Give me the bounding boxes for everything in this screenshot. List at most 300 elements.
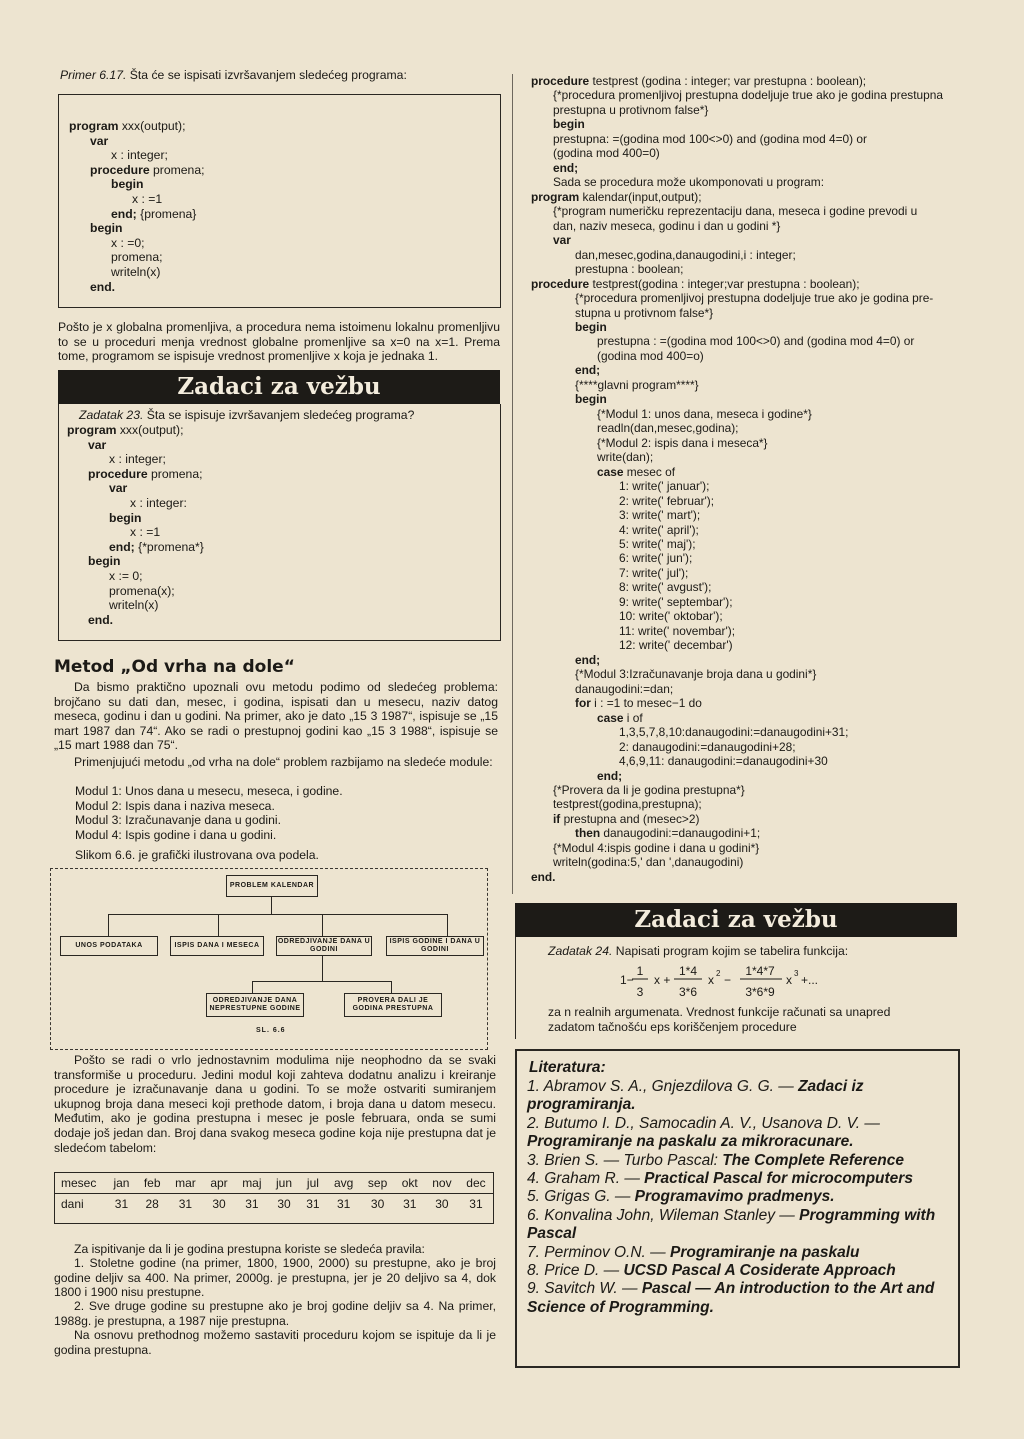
code-line bbox=[531, 797, 943, 811]
code-line bbox=[531, 306, 943, 320]
primer-label: Primer 6.17. bbox=[60, 68, 127, 82]
code-text: prestupna : =(godina mod 100<>0) and (godina mod 4=0) or bbox=[597, 334, 915, 349]
table-cell: 31 bbox=[114, 1197, 129, 1211]
code-text: prestupna and (mesec>2) bbox=[560, 811, 700, 826]
code-line bbox=[67, 438, 204, 453]
chart-line bbox=[322, 955, 323, 981]
code-text: testprest(godina : integer;var prestupna : boolean); bbox=[589, 276, 860, 291]
code-line bbox=[67, 467, 204, 482]
table-header-cell: mesec bbox=[61, 1176, 97, 1190]
paragraph-conclusion: Na osnovu prethodnog možemo sastaviti proceduru kojom se ispituje da li je godina prestupna. bbox=[54, 1328, 496, 1357]
code-text: x := 0; bbox=[109, 568, 143, 583]
code-keyword: end; bbox=[597, 768, 623, 783]
code-text: testprest (godina : integer; var prestupna : boolean); bbox=[589, 74, 867, 88]
code-line bbox=[531, 262, 943, 276]
literature-title-text: Practical Pascal for microcomputers bbox=[644, 1170, 913, 1188]
code-text: danaugodini:=dan; bbox=[575, 681, 674, 696]
literature-title-text: Pascal — An introduction to the Art and Science of Programming. bbox=[527, 1280, 935, 1316]
code-line bbox=[531, 465, 943, 479]
chart-line bbox=[252, 981, 253, 993]
table-header-cell: apr bbox=[210, 1176, 228, 1190]
code-line bbox=[531, 826, 943, 840]
code-keyword: begin bbox=[88, 554, 121, 569]
code-text: x : =1 bbox=[130, 525, 161, 540]
code-keyword: case bbox=[597, 710, 624, 725]
code-keyword: procedure bbox=[531, 276, 590, 291]
exercises-banner-right: Zadaci za vežbu bbox=[515, 903, 957, 937]
code-line bbox=[67, 481, 204, 496]
chart-line bbox=[252, 981, 392, 982]
code-keyword: begin bbox=[575, 319, 607, 334]
code-text: Sada se procedura može ukomponovati u program: bbox=[553, 175, 824, 190]
literature-author: 6. Konvalina John, Wileman Stanley — bbox=[527, 1206, 800, 1224]
days-table-frame bbox=[54, 1172, 494, 1224]
code-line bbox=[531, 624, 943, 638]
code-line bbox=[67, 540, 204, 555]
code-line bbox=[67, 569, 204, 584]
module-item: Modul 2: Ispis dana i naziva meseca. bbox=[75, 798, 275, 813]
code-line bbox=[531, 233, 943, 247]
code-keyword: begin bbox=[109, 510, 142, 525]
table-header-cell: okt bbox=[401, 1176, 418, 1190]
zadatak-24-text: Napisati program kojim se tabelira funkcija: bbox=[615, 944, 849, 958]
literature-title-text: Programming with Pascal bbox=[527, 1206, 936, 1243]
code-line bbox=[531, 407, 943, 421]
table-cell: 28 bbox=[145, 1197, 159, 1211]
code-text: x : integer; bbox=[109, 452, 166, 467]
code-text: mesec of bbox=[623, 464, 675, 479]
code-keyword: case bbox=[597, 464, 624, 479]
code-line bbox=[531, 117, 943, 131]
literature-author: 1. Abramov S. A., Gnjezdilova G. G. — bbox=[527, 1078, 799, 1095]
code-text: {promena} bbox=[136, 206, 197, 221]
table-cell: 30 bbox=[212, 1197, 226, 1211]
table-header-cell: jan bbox=[113, 1176, 130, 1190]
code-keyword: begin bbox=[575, 392, 607, 407]
code-text: 4,6,9,11: danaugodini:=danaugodini+30 bbox=[619, 754, 828, 769]
chart-sub-2-box: PROVERA DALI JE GODINA PRESTUPNA bbox=[344, 993, 442, 1017]
table-header-cell: nov bbox=[432, 1176, 452, 1190]
module-list bbox=[75, 784, 495, 842]
chart-line bbox=[108, 914, 109, 936]
code-text: {*procedura promenljivoj prestupna dodeljuje true ako je godina pre- bbox=[575, 291, 934, 306]
code-line bbox=[531, 740, 943, 754]
code-text: {*Modul 3:Izračunavanje broja dana u godini*} bbox=[575, 667, 817, 682]
code-text: 1: write(' januar'); bbox=[619, 479, 710, 494]
table-cell: 30 bbox=[435, 1197, 449, 1211]
code-text: {*Modul 1: unos dana, meseca i godine*} bbox=[597, 406, 812, 421]
code-line bbox=[531, 508, 943, 522]
code-text: writeln(godina:5,' dan ',danaugodini) bbox=[553, 855, 744, 870]
exercises-banner-left: Zadaci za vežbu bbox=[58, 370, 500, 404]
literature-item bbox=[527, 1207, 949, 1244]
table-header-cell: jul bbox=[306, 1176, 319, 1190]
svg-text:3: 3 bbox=[794, 969, 799, 978]
code-line bbox=[531, 769, 943, 783]
code-line bbox=[531, 291, 943, 305]
code-text: testprest(godina,prestupna); bbox=[553, 797, 702, 812]
code-line bbox=[531, 754, 943, 768]
literature-title-text: Zadaci iz programiranja. bbox=[527, 1078, 864, 1114]
zadatak-23-line bbox=[79, 408, 499, 423]
code-box-1 bbox=[58, 94, 501, 308]
svg-text:x: x bbox=[708, 973, 714, 987]
svg-text:1−: 1− bbox=[620, 973, 634, 987]
code-text: 7: write(' jul'); bbox=[619, 565, 689, 580]
literature-item bbox=[527, 1262, 949, 1280]
code-listing-calendar bbox=[531, 74, 943, 884]
literature-author: 7. Perminov O.N. — bbox=[527, 1243, 670, 1261]
code-keyword: var bbox=[553, 233, 571, 248]
svg-text:−: − bbox=[724, 973, 732, 987]
code-line bbox=[531, 103, 943, 117]
code-line bbox=[67, 584, 204, 599]
days-per-month-table bbox=[55, 1173, 493, 1214]
paragraph-modules-intro: Primenjujući metodu „od vrha na dole“ problem razbijamo na sledeće module: bbox=[74, 755, 493, 769]
code-text: 10: write(' oktobar'); bbox=[619, 609, 723, 624]
code-line bbox=[69, 280, 204, 295]
literature-title: Literatura: bbox=[529, 1059, 606, 1076]
code-line bbox=[69, 250, 204, 265]
code-line bbox=[531, 88, 943, 102]
code-line bbox=[531, 363, 943, 377]
code-keyword: end; bbox=[109, 539, 135, 554]
literature-item bbox=[527, 1244, 949, 1262]
code-text: x : integer: bbox=[130, 495, 187, 510]
code-keyword: end; bbox=[575, 652, 601, 667]
literature-item bbox=[527, 1078, 949, 1115]
literature-author: 9. Savitch W. — bbox=[527, 1280, 642, 1298]
table-header-cell: mar bbox=[175, 1176, 196, 1190]
zadatak-24-label: Zadatak 24. bbox=[548, 944, 613, 958]
literature-title-text: The Complete Reference bbox=[722, 1151, 905, 1169]
chart-module-3-box: ODREDJIVANJE DANA U GODINI bbox=[276, 936, 372, 956]
code-line bbox=[69, 265, 204, 280]
code-text: 9: write(' septembar'); bbox=[619, 594, 733, 609]
code-text: prestupna : boolean; bbox=[575, 262, 684, 277]
code-text: i of bbox=[623, 710, 643, 725]
code-keyword: program bbox=[67, 423, 117, 437]
code-line bbox=[531, 334, 943, 348]
code-text: danaugodini:=danaugodini+1; bbox=[600, 826, 761, 841]
code-keyword: var bbox=[109, 481, 128, 496]
code-line bbox=[531, 609, 943, 623]
code-line bbox=[531, 638, 943, 652]
code-keyword: end; bbox=[575, 363, 601, 378]
code-text: promena(x); bbox=[109, 583, 175, 598]
chart-module-4-box: ISPIS GODINE I DANA U GODINI bbox=[386, 936, 484, 956]
svg-text:2: 2 bbox=[716, 969, 721, 978]
svg-text:x: x bbox=[786, 973, 792, 987]
code-keyword: end. bbox=[88, 612, 114, 627]
code-line bbox=[67, 423, 204, 438]
table-cell: 30 bbox=[370, 1197, 385, 1211]
primer-text: Šta će se ispisati izvršavanjem sledećeg programa: bbox=[129, 68, 407, 82]
chart-line bbox=[391, 981, 392, 993]
table-row-months bbox=[55, 1173, 493, 1194]
code-text: dan, naziv meseca, godinu i dan u godini *} bbox=[553, 218, 781, 233]
code-text: promena; bbox=[147, 466, 203, 481]
code-text: prestupna u protivnom false*} bbox=[553, 102, 709, 117]
code-line bbox=[67, 452, 204, 467]
code-line bbox=[69, 163, 204, 178]
code-line bbox=[531, 392, 943, 406]
code-line bbox=[531, 653, 943, 667]
code-text: dan,mesec,godina,danaugodini,i : integer; bbox=[575, 247, 796, 262]
chart-module-2-box: ISPIS DANA I MESECA bbox=[170, 936, 264, 956]
code-text: 6: write(' jun'); bbox=[619, 551, 693, 566]
code-text: kalendar(input,output); bbox=[579, 189, 702, 204]
table-cell: dani bbox=[61, 1197, 84, 1211]
table-cell: 30 bbox=[277, 1197, 291, 1211]
chart-line bbox=[322, 914, 323, 936]
code-keyword: end; bbox=[111, 206, 137, 221]
code-keyword: end. bbox=[531, 869, 556, 884]
code-keyword: then bbox=[575, 826, 601, 841]
code-line bbox=[531, 841, 943, 855]
table-row-days bbox=[55, 1194, 493, 1215]
code-line bbox=[531, 349, 943, 363]
table-cell: 31 bbox=[469, 1197, 483, 1211]
chart-root-box: PROBLEM KALENDAR bbox=[226, 875, 318, 897]
code-line bbox=[531, 146, 943, 160]
code-text: promena; bbox=[149, 162, 205, 177]
literature-title-text: UCSD Pascal A Cosiderate Approach bbox=[623, 1262, 896, 1280]
chart-line bbox=[447, 914, 448, 936]
svg-text:+...: +... bbox=[801, 973, 819, 987]
code-line bbox=[67, 525, 204, 540]
module-item: Modul 3: Izračunavanje dana u godini. bbox=[75, 813, 281, 828]
code-text: {*Modul 2: ispis dana i meseca*} bbox=[597, 435, 768, 450]
code-line bbox=[531, 870, 943, 884]
code-line bbox=[69, 177, 204, 192]
code-line bbox=[531, 566, 943, 580]
literature-title-text: Programavimo pradmenys. bbox=[634, 1188, 835, 1206]
literature-item bbox=[527, 1188, 949, 1206]
module-item: Modul 1: Unos dana u mesecu, meseca, i godine. bbox=[75, 784, 343, 798]
code-line bbox=[531, 421, 943, 435]
code-line bbox=[67, 598, 204, 613]
code-keyword: procedure bbox=[88, 466, 148, 481]
svg-text:1: 1 bbox=[636, 964, 644, 978]
code-line bbox=[531, 812, 943, 826]
code-keyword: for bbox=[575, 696, 591, 711]
table-header-cell: feb bbox=[143, 1176, 161, 1190]
code-text: stupna u protivnom false*} bbox=[575, 305, 714, 320]
svg-text:3: 3 bbox=[636, 985, 644, 999]
literature-author: 4. Graham R. — bbox=[527, 1170, 645, 1188]
code-line bbox=[531, 161, 943, 175]
column-divider bbox=[512, 74, 513, 894]
code-line bbox=[531, 320, 943, 334]
code-line bbox=[69, 148, 204, 163]
literature-list bbox=[527, 1078, 949, 1317]
chart-line bbox=[218, 914, 219, 936]
code-line bbox=[531, 450, 943, 464]
code-text: x : integer; bbox=[111, 148, 168, 163]
literature-item bbox=[527, 1115, 949, 1152]
code-text: xxx(output); bbox=[118, 119, 186, 133]
literature-box bbox=[515, 1049, 960, 1368]
literature-author: 2. Butumo I. D., Samocadin A. V., Usanova D. V. — bbox=[527, 1114, 880, 1132]
table-cell: 31 bbox=[336, 1197, 351, 1211]
literature-item bbox=[527, 1170, 949, 1188]
code-text: x : =1 bbox=[132, 191, 163, 206]
code-keyword: end. bbox=[90, 279, 116, 294]
code-text: promena; bbox=[111, 250, 163, 265]
literature-author: 8. Price D. — bbox=[527, 1262, 624, 1280]
code-text: writeln(x) bbox=[111, 264, 161, 279]
zadatak-23-label: Zadatak 23. bbox=[79, 408, 144, 422]
code-line bbox=[69, 119, 204, 134]
table-header-cell: maj bbox=[242, 1176, 262, 1190]
code-keyword: begin bbox=[553, 117, 585, 132]
svg-text:x +: x + bbox=[654, 973, 671, 987]
code-line bbox=[67, 496, 204, 511]
code-line bbox=[531, 175, 943, 189]
paragraph-global-variable: Pošto je x globalna promenljiva, a procedura nema istoimenu lokalnu promenljivu to se u proceduri menja vrednost globalne promenljive sa x=0 na x=1. Prema tome, programom se ispisuje vrednost promenljive x koja je jednaka 1. bbox=[58, 320, 500, 364]
code-line bbox=[531, 855, 943, 869]
code-text: 8: write(' avgust'); bbox=[619, 580, 712, 595]
code-text: {*procedura promenljivoj prestupna dodeljuje true ako je godina prestupna bbox=[553, 88, 944, 103]
code-listing-2 bbox=[67, 423, 204, 627]
code-text: xxx(output); bbox=[116, 423, 184, 437]
chart-module-1-box: UNOS PODATAKA bbox=[60, 936, 158, 956]
code-line bbox=[531, 248, 943, 262]
code-keyword: if bbox=[553, 811, 561, 826]
module-item: Modul 4: Ispis godine i dana u godini. bbox=[75, 827, 277, 842]
code-keyword: program bbox=[69, 119, 119, 133]
series-formula bbox=[618, 962, 948, 1008]
table-cell: 31 bbox=[306, 1197, 320, 1211]
code-text: 4: write(' april'); bbox=[619, 522, 699, 537]
leap-rule-1: 1. Stoletne godine (na primer, 1800, 1900, 2000) su prestupne, ako je broj godine deljiv sa 400. Na primer, 2000g. je prestupna, jer je 20 deljivo sa 4, dok 1800 i 1900 nisu prestupne. bbox=[54, 1256, 496, 1300]
table-header-cell: jun bbox=[276, 1176, 293, 1190]
code-line bbox=[531, 523, 943, 537]
code-line bbox=[531, 696, 943, 710]
code-text: prestupna: =(godina mod 100<>0) and (godina mod 4=0) or bbox=[553, 131, 867, 146]
svg-text:1*4: 1*4 bbox=[678, 964, 698, 978]
code-keyword: var bbox=[88, 437, 107, 452]
code-line bbox=[531, 682, 943, 696]
code-listing-1 bbox=[69, 119, 204, 294]
table-header-cell: dec bbox=[466, 1176, 486, 1190]
primer-intro bbox=[60, 68, 500, 83]
code-line bbox=[531, 190, 943, 204]
paragraph-problem: Da bismo praktično upoznali ovu metodu podimo od sledećeg problema: brojčano su dati dan, mesec, i godina, ispisati dan u mesecu, naziv datog meseca, godinu i dan u godini. Na primer, ako je dato „15 3 1987“, ispisuje se „15 mart 1987 dan 74“. Ako se radi o prestupnoj godini kao „15 3 1988“, ispisuje se „15 mart 1988 dan 75“. bbox=[54, 680, 498, 753]
code-text: (godina mod 400=0) bbox=[553, 146, 660, 161]
code-line bbox=[531, 132, 943, 146]
code-line bbox=[531, 783, 943, 797]
chart-line bbox=[108, 914, 448, 915]
code-text: (godina mod 400=o) bbox=[597, 348, 704, 363]
code-line bbox=[69, 192, 204, 207]
code-text: i : =1 to mesec−1 do bbox=[590, 696, 702, 711]
code-text: {*promena*} bbox=[134, 539, 204, 554]
method-heading: Metod „Od vrha na dole“ bbox=[54, 657, 295, 677]
code-text: writeln(x) bbox=[109, 598, 159, 613]
code-text: 12: write(' decembar') bbox=[619, 638, 733, 653]
svg-text:3*6*9: 3*6*9 bbox=[745, 985, 775, 999]
code-line bbox=[67, 554, 204, 569]
code-text: {*Modul 4:ispis godine i dana u godini*} bbox=[553, 840, 760, 855]
code-line bbox=[531, 725, 943, 739]
code-line bbox=[531, 580, 943, 594]
code-text: x : =0; bbox=[111, 235, 145, 250]
code-line bbox=[67, 511, 204, 526]
table-cell: 31 bbox=[178, 1197, 193, 1211]
code-text: 3: write(' mart'); bbox=[619, 508, 701, 523]
paragraph-figure-ref: Slikom 6.6. je grafički ilustrovana ova podela. bbox=[75, 848, 319, 862]
code-keyword: begin bbox=[111, 177, 144, 192]
code-text: write(dan); bbox=[597, 450, 654, 465]
literature-item bbox=[527, 1152, 949, 1170]
svg-text:1*4*7: 1*4*7 bbox=[745, 964, 775, 978]
code-text: 5: write(' maj'); bbox=[619, 537, 696, 551]
code-line bbox=[531, 436, 943, 450]
table-cell: 31 bbox=[403, 1197, 417, 1211]
code-line bbox=[69, 236, 204, 251]
literature-title-text: Programiranje na paskalu bbox=[669, 1243, 860, 1261]
code-keyword: procedure bbox=[90, 162, 150, 177]
chart-sub-1-box: ODREDJIVANJE DANA NEPRESTUPNE GODINE bbox=[206, 993, 304, 1017]
code-text: 1,3,5,7,8,10:danaugodini:=danaugodini+31; bbox=[619, 725, 849, 740]
code-line bbox=[69, 221, 204, 236]
svg-text:3*6: 3*6 bbox=[678, 985, 698, 999]
code-text: readln(dan,mesec,godina); bbox=[597, 421, 739, 436]
code-line bbox=[531, 204, 943, 218]
code-text: {*Provera da li je godina prestupna*} bbox=[553, 782, 745, 797]
code-line bbox=[531, 595, 943, 609]
code-keyword: var bbox=[90, 133, 109, 148]
code-text: {*program numeričku reprezentaciju dana, meseca i godine prevodi u bbox=[553, 204, 918, 219]
code-box-2 bbox=[58, 404, 501, 641]
code-text: 11: write(' novembar'); bbox=[619, 623, 735, 638]
code-line bbox=[67, 613, 204, 628]
code-line bbox=[531, 537, 943, 551]
zadatak-24-line bbox=[548, 944, 948, 959]
code-line bbox=[531, 711, 943, 725]
code-line bbox=[531, 277, 943, 291]
paragraph-procedure-analysis: Pošto se radi o vrlo jednostavnim modulima nije neophodno da se svaki transformiše u proceduru. Jedini modul koji zahteva dodatnu analizu i kreiranje procedure je izračunavanje dana u godini. To se može ostvariti sumiranjem ukupnog broja dana meseci koji prethode datom, i broja dana u datom mesecu. Međutim, ako je godina prestupna i mesec je posle februara, onda se sumi dodaje još jedan dan. Broj dana svakog meseca godine koja nije prestupna dat je sledećom tabelom: bbox=[54, 1053, 496, 1155]
table-header-cell: sep bbox=[367, 1176, 388, 1190]
code-keyword: begin bbox=[90, 221, 123, 236]
table-header-cell: avg bbox=[333, 1176, 354, 1190]
code-line bbox=[531, 494, 943, 508]
code-text: {****glavni program****} bbox=[575, 377, 699, 392]
zadatak-24-rest: za n realnih argumenata. Vrednost funkcije računati sa unapred zadatom tačnošću eps koriščenjem procedure bbox=[548, 1005, 891, 1034]
code-text: 2: danaugodini:=danaugodini+28; bbox=[619, 739, 796, 754]
chart-line bbox=[271, 896, 272, 914]
code-text: 2: write(' februar'); bbox=[619, 493, 715, 508]
code-keyword: end; bbox=[553, 160, 579, 175]
code-line bbox=[531, 378, 943, 392]
code-keyword: program bbox=[531, 189, 580, 204]
zadatak-23-text: Šta se ispisuje izvršavanjem sledećeg programa? bbox=[146, 408, 415, 422]
literature-author: 3. Brien S. — Turbo Pascal: bbox=[527, 1151, 723, 1169]
table-cell: 31 bbox=[245, 1197, 259, 1211]
code-line bbox=[531, 667, 943, 681]
code-line bbox=[69, 207, 204, 222]
code-line bbox=[531, 219, 943, 233]
code-line bbox=[531, 479, 943, 493]
paragraph-leap-rules-intro: Za ispitivanje da li je godina prestupna koriste se sledeća pravila: bbox=[74, 1242, 425, 1256]
code-line bbox=[531, 74, 943, 88]
code-keyword: procedure bbox=[531, 74, 590, 88]
literature-title-text: Programiranje na paskalu za mikroracunare. bbox=[527, 1133, 854, 1151]
code-line bbox=[69, 134, 204, 149]
code-line bbox=[531, 551, 943, 565]
